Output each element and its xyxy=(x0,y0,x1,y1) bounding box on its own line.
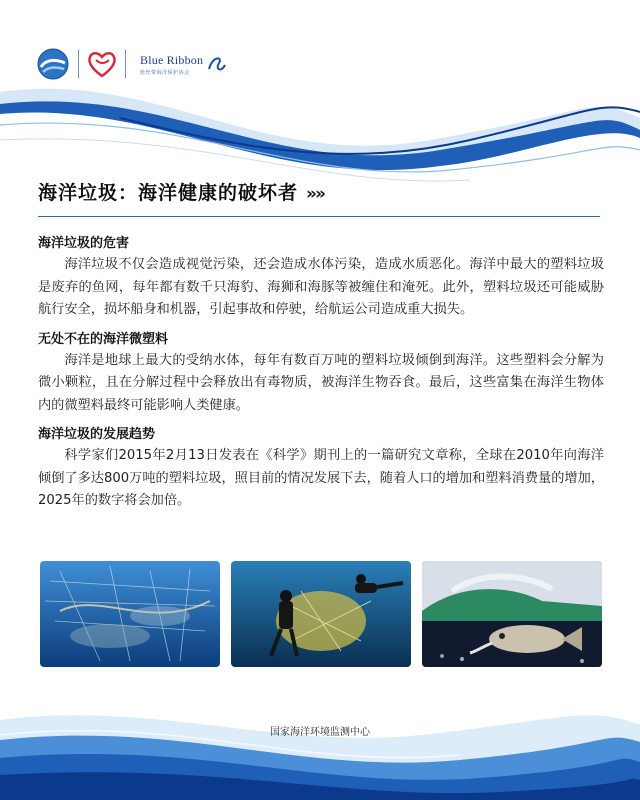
section-body-harm: 海洋垃圾不仅会造成视觉污染，还会造成水体污染，造成水质恶化。海洋中最大的塑料垃圾是废弃的鱼网，每年都有数千只海豹、海狮和海豚等被缠住和淹死。此外，塑料垃圾还可能威胁航行安全，损坏船身和机器，引起事故和停驶，给航运公司造成重大损失。 xyxy=(38,257,604,317)
photo-divers-removing-net xyxy=(231,561,411,667)
footer-organization: 国家海洋环境监测中心 xyxy=(270,727,370,738)
bottom-wave-decoration xyxy=(0,680,640,800)
double-chevron-icon: »» xyxy=(306,184,324,204)
section-body-trend: 科学家们2015年2月13日发表在《科学》期刊上的一篇研究文章称，全球在2010年向海洋倾倒了多达800万吨的塑料垃圾，照目前的情况发展下去，随着人口的增加和塑料消费量的增加，2025年的数字将会加倍。 xyxy=(38,448,604,508)
page-title xyxy=(38,178,324,205)
logo-separator xyxy=(78,50,79,78)
section-heading-trend: 海洋垃圾的发展趋势 xyxy=(38,427,156,442)
brand-subtitle: 蓝丝带海洋保护协会 xyxy=(140,69,190,76)
heart-ribbon-logo-icon xyxy=(87,50,117,78)
top-wave-decoration xyxy=(0,0,640,190)
photo-strip xyxy=(40,561,602,667)
photo-fish-swallowing-plastic xyxy=(422,561,602,667)
ribbon-swirl-icon xyxy=(205,53,227,75)
section-heading-harm: 海洋垃圾的危害 xyxy=(38,236,130,251)
photo-fishing-net-underwater xyxy=(40,561,220,667)
logo-bar xyxy=(36,44,227,84)
organization-circle-logo-icon xyxy=(36,47,70,81)
page-title-text: 海洋垃圾：海洋健康的破坏者 xyxy=(38,182,299,204)
article-content xyxy=(38,228,604,519)
title-divider xyxy=(38,216,600,217)
section-heading-microplastics: 无处不在的海洋微塑料 xyxy=(38,331,169,347)
section-body-microplastics: 海洋是地球上最大的受纳水体，每年有数百万吨的塑料垃圾倾倒到海洋。这些塑料会分解为微小颗粒，且在分解过程中会释放出有毒物质，被海洋生物吞食。最后，这些富集在海洋生物体内的微塑料最终可能影响人类健康。 xyxy=(38,352,604,413)
blue-ribbon-brand xyxy=(140,53,203,76)
logo-separator-2 xyxy=(125,50,126,78)
brand-title: Blue Ribbon xyxy=(140,52,204,67)
